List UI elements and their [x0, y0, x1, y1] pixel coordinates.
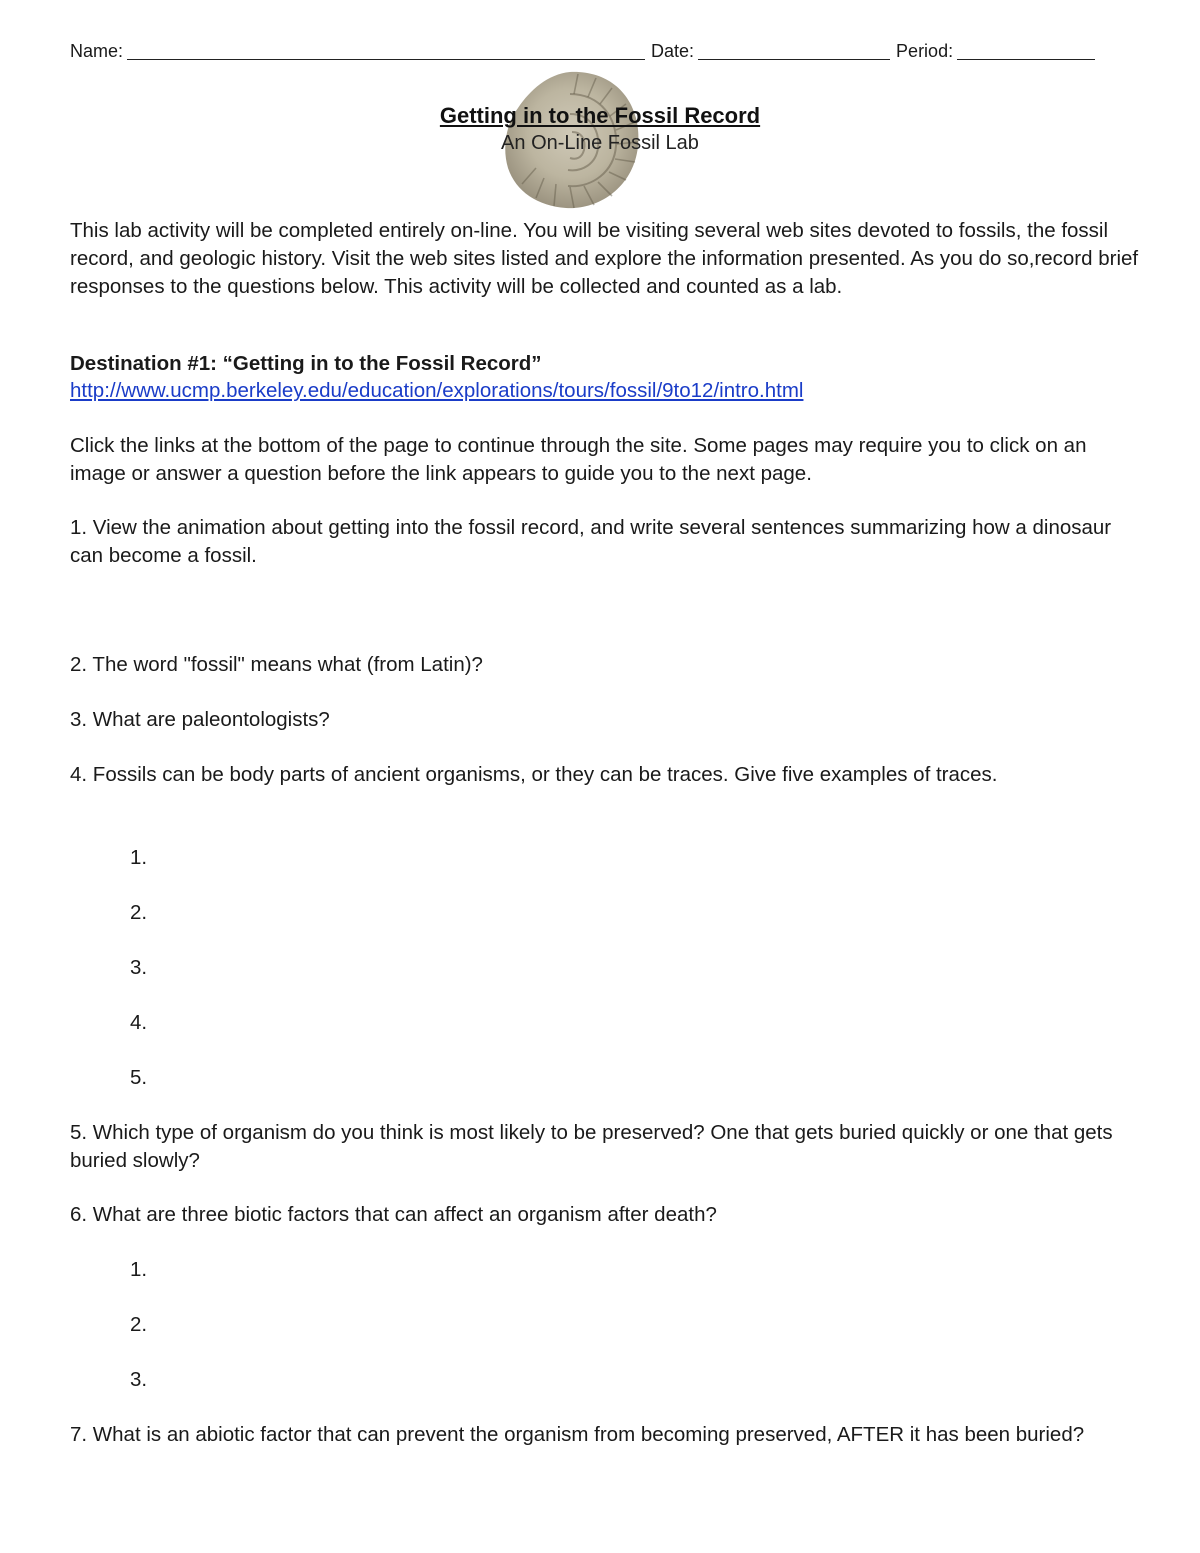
date-blank[interactable] — [698, 39, 890, 60]
trace-item-5: 5. — [130, 1066, 148, 1089]
question-4: 4. Fossils can be body parts of ancient organisms, or they can be traces. Give five examples of traces. — [70, 763, 998, 786]
trace-item-3: 3. — [130, 956, 148, 979]
instructions-paragraph: Click the links at the bottom of the page to continue through the site. Some pages may require you to click on an image or answer a question before the link appears to guide you to the next page. — [70, 434, 1087, 485]
name-label: Name: — [70, 41, 124, 61]
trace-item-1: 1. — [130, 846, 148, 869]
biotic-item-2: 2. — [130, 1313, 148, 1336]
biotic-item-1: 1. — [130, 1258, 148, 1281]
destination-link[interactable]: http://www.ucmp.berkeley.edu/education/explorations/tours/fossil/9to12/intro.html — [70, 379, 804, 402]
period-blank[interactable] — [957, 39, 1095, 60]
destination-heading: Destination #1: “Getting in to the Fossil Record” — [70, 352, 542, 375]
trace-item-2: 2. — [130, 901, 148, 924]
period-label: Period: — [896, 41, 954, 61]
intro-paragraph: This lab activity will be completed entirely on-line. You will be visiting several web sites devoted to fossils, the fossil record, and geologic history. Visit the web sites listed and explore the information presented. As you do so,record brief responses to the questions below. This activity will be collected and counted as a lab. — [70, 219, 1139, 298]
question-7: 7. What is an abiotic factor that can prevent the organism from becoming preserved, AFTER it has been buried? — [70, 1423, 1085, 1446]
student-info-header — [70, 36, 1130, 62]
question-6: 6. What are three biotic factors that can affect an organism after death? — [70, 1203, 717, 1226]
question-3: 3. What are paleontologists? — [70, 708, 330, 731]
title-block — [0, 102, 1200, 156]
question-5: 5. Which type of organism do you think is most likely to be preserved? One that gets buried quickly or one that gets buried slowly? — [70, 1121, 1113, 1172]
trace-item-4: 4. — [130, 1011, 148, 1034]
name-blank[interactable] — [127, 39, 645, 60]
question-2: 2. The word "fossil" means what (from Latin)? — [70, 653, 483, 676]
biotic-item-3: 3. — [130, 1368, 148, 1391]
page-subtitle: An On-Line Fossil Lab — [501, 132, 699, 154]
date-label: Date: — [651, 41, 695, 61]
page-title: Getting in to the Fossil Record — [439, 103, 761, 128]
question-1: 1. View the animation about getting into the fossil record, and write several sentences summarizing how a dinosaur can become a fossil. — [70, 516, 1112, 567]
